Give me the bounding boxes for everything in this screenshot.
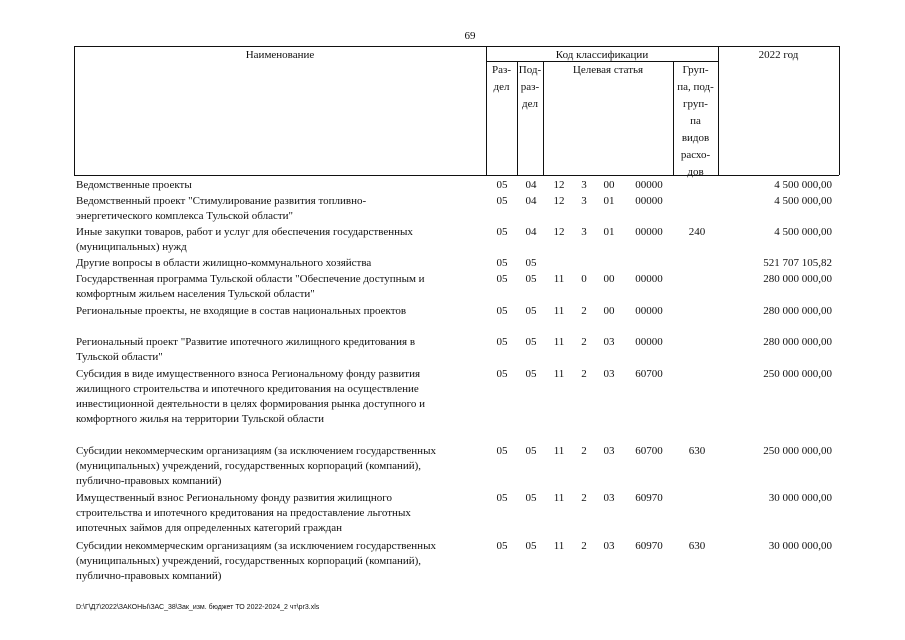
- cell-razdel: 05: [496, 226, 508, 238]
- cell-target-direction: 00000: [635, 273, 663, 285]
- cell-target-type: 2: [581, 368, 587, 380]
- cell-target-program: 12: [553, 195, 565, 207]
- cell-amount-2022: 30 000 000,00: [768, 540, 832, 552]
- header-year: 2022 год: [758, 49, 799, 61]
- cell-target-program: 11: [553, 336, 565, 348]
- cell-razdel: 05: [496, 540, 508, 552]
- cell-razdel: 05: [496, 445, 508, 457]
- cell-target-program: 11: [553, 445, 565, 457]
- header-bottom-border: [74, 175, 839, 176]
- cell-razdel: 05: [496, 305, 508, 317]
- cell-razdel: 05: [496, 336, 508, 348]
- cell-target-program: 11: [553, 540, 565, 552]
- cell-podrazdel: 05: [525, 257, 537, 269]
- cell-target-event: 00: [603, 273, 615, 285]
- cell-target-direction: 00000: [635, 179, 663, 191]
- cell-target-event: 00: [603, 179, 615, 191]
- cell-name: Государственная программа Тульской области "Обеспечение доступным и комфортным жильем населения Тульской области": [76, 273, 425, 300]
- cell-name: Региональный проект "Развитие ипотечного жилищного кредитования в Тульской области": [76, 336, 416, 363]
- cell-target-program: 12: [553, 226, 565, 238]
- cell-target-type: 2: [581, 492, 587, 504]
- cell-target-program: 11: [553, 273, 565, 285]
- header-podrazdel: Под- раз- дел: [518, 64, 542, 110]
- header-group: Груп- па, под- груп- па видов расхо- дов: [677, 64, 714, 178]
- cell-podrazdel: 05: [525, 273, 537, 285]
- cell-name: Ведомственный проект "Стимулирование развития топливно- энергетического комплекса Тульской области": [76, 195, 367, 222]
- cell-name: Иные закупки товаров, работ и услуг для обеспечения государственных (муниципальных) нужд: [76, 226, 413, 253]
- cell-target-event: 01: [603, 195, 615, 207]
- cell-target-type: 2: [581, 540, 587, 552]
- cell-expense-group: 630: [688, 540, 706, 552]
- cell-podrazdel: 04: [525, 179, 537, 191]
- header-name: Наименование: [245, 49, 315, 61]
- cell-name: Субсидия в виде имущественного взноса Региональному фонду развития жилищного строительства и ипотечного кредитования на осуществление инвестиционной деятельности в целях формирования рынка доступного и комфортного жилья на территории Тульской области: [76, 368, 426, 425]
- cell-target-event: 03: [603, 445, 615, 457]
- cell-podrazdel: 05: [525, 492, 537, 504]
- cell-target-event: 03: [603, 368, 615, 380]
- cell-amount-2022: 4 500 000,00: [774, 226, 832, 238]
- cell-target-event: 03: [603, 336, 615, 348]
- cell-name: Региональные проекты, не входящие в состав национальных проектов: [76, 305, 407, 317]
- cell-target-type: 2: [581, 336, 587, 348]
- cell-name: Субсидии некоммерческим организациям (за исключением государственных (муниципальных) учреждений, государственных корпораций (компаний), публично-правовых компаний): [76, 445, 436, 487]
- cell-podrazdel: 05: [525, 336, 537, 348]
- cell-amount-2022: 250 000 000,00: [763, 368, 832, 380]
- cell-podrazdel: 04: [525, 226, 537, 238]
- cell-expense-group: 630: [688, 445, 706, 457]
- cell-razdel: 05: [496, 368, 508, 380]
- cell-target-type: 2: [581, 445, 587, 457]
- cell-razdel: 05: [496, 179, 508, 191]
- cell-target-event: 00: [603, 305, 615, 317]
- cell-name: Другие вопросы в области жилищно-коммунального хозяйства: [76, 257, 372, 269]
- cell-target-direction: 60700: [635, 368, 663, 380]
- cell-podrazdel: 05: [525, 368, 537, 380]
- cell-target-direction: 00000: [635, 195, 663, 207]
- cell-amount-2022: 30 000 000,00: [768, 492, 832, 504]
- cell-target-type: 2: [581, 305, 587, 317]
- file-path-footer: D:\Г\Д7\2022\ЗАКОНЫ\ЗАС_38\Зак_изм. бюджет ТО 2022-2024_2 чт\pr3.xls: [76, 604, 320, 611]
- cell-name: Ведомственные проекты: [76, 179, 192, 191]
- cell-target-program: 12: [553, 179, 565, 191]
- page-number: 69: [464, 30, 476, 42]
- cell-target-direction: 60970: [635, 540, 663, 552]
- cell-target-event: 01: [603, 226, 615, 238]
- cell-amount-2022: 280 000 000,00: [763, 273, 832, 285]
- cell-target-direction: 00000: [635, 305, 663, 317]
- header-razdel: Раз- дел: [491, 64, 511, 93]
- cell-razdel: 05: [496, 273, 508, 285]
- cell-target-direction: 60700: [635, 445, 663, 457]
- cell-podrazdel: 05: [525, 540, 537, 552]
- cell-podrazdel: 05: [525, 445, 537, 457]
- cell-amount-2022: 4 500 000,00: [774, 179, 832, 191]
- cell-name: Субсидии некоммерческим организациям (за исключением государственных (муниципальных) учреждений, государственных корпораций (компаний), публично-правовых компаний): [76, 540, 436, 582]
- cell-name: Имущественный взнос Региональному фонду развития жилищного строительства и ипотечного кредитования на предоставление льготных ипотечных займов для определенных категорий граждан: [76, 492, 411, 534]
- header-target: Целевая статья: [572, 64, 644, 76]
- cell-target-event: 03: [603, 540, 615, 552]
- cell-razdel: 05: [496, 492, 508, 504]
- cell-target-direction: 00000: [635, 336, 663, 348]
- cell-podrazdel: 05: [525, 305, 537, 317]
- cell-podrazdel: 04: [525, 195, 537, 207]
- cell-target-event: 03: [603, 492, 615, 504]
- cell-target-type: 3: [581, 179, 587, 191]
- cell-target-program: 11: [553, 492, 565, 504]
- cell-amount-2022: 250 000 000,00: [763, 445, 832, 457]
- cell-target-type: 0: [581, 273, 587, 285]
- cell-target-program: 11: [553, 305, 565, 317]
- cell-expense-group: 240: [688, 226, 706, 238]
- cell-target-direction: 00000: [635, 226, 663, 238]
- cell-target-type: 3: [581, 195, 587, 207]
- cell-target-direction: 60970: [635, 492, 663, 504]
- cell-amount-2022: 280 000 000,00: [763, 305, 832, 317]
- cell-razdel: 05: [496, 257, 508, 269]
- cell-amount-2022: 4 500 000,00: [774, 195, 832, 207]
- cell-razdel: 05: [496, 195, 508, 207]
- cell-amount-2022: 521 707 105,82: [763, 257, 832, 269]
- cell-amount-2022: 280 000 000,00: [763, 336, 832, 348]
- cell-target-program: 11: [553, 368, 565, 380]
- header-code: Код классификации: [555, 49, 649, 61]
- cell-target-type: 3: [581, 226, 587, 238]
